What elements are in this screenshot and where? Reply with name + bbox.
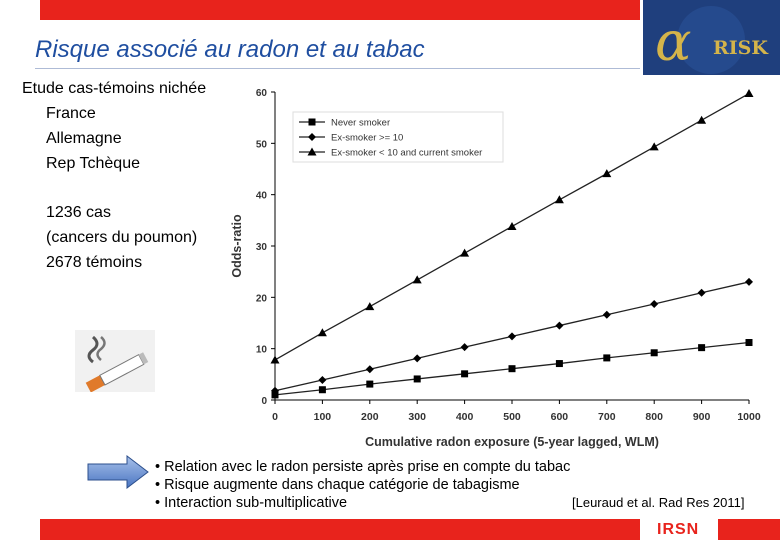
series-2-point xyxy=(745,278,753,286)
series-3-point xyxy=(697,116,706,124)
series-1-point xyxy=(651,349,658,356)
top-accent-bar xyxy=(40,0,640,20)
alpha-risk-logo-graphic xyxy=(643,0,780,75)
series-1-point xyxy=(461,370,468,377)
conclusion-item: • Relation avec le radon persiste après prise en compte du tabac xyxy=(155,459,571,475)
x-tick-label: 500 xyxy=(503,411,521,423)
series-3-point xyxy=(460,249,469,257)
x-tick-label: 600 xyxy=(550,411,569,423)
y-tick-label: 30 xyxy=(255,242,267,253)
legend-label: Never smoker xyxy=(331,117,391,129)
series-1-point xyxy=(414,375,421,382)
series-3-point xyxy=(271,355,280,363)
series-3-point xyxy=(602,169,611,177)
y-tick-label: 40 xyxy=(255,190,267,202)
x-tick-label: 1000 xyxy=(737,411,761,423)
reference-citation: [Leuraud et al. Rad Res 2011] xyxy=(572,495,745,510)
series-1-point xyxy=(603,354,610,361)
bottom-accent-bar-right xyxy=(718,519,780,540)
title-divider xyxy=(35,68,640,69)
series-2-point xyxy=(461,343,469,351)
study-heading: Etude cas-témoins nichée xyxy=(22,80,207,97)
series-1-point xyxy=(366,381,373,388)
series-3-point xyxy=(318,328,327,336)
alpha-risk-logo xyxy=(643,0,780,75)
x-tick-label: 200 xyxy=(361,411,379,423)
country-item: France xyxy=(46,105,96,122)
series-2-point xyxy=(650,300,658,308)
series-3-point xyxy=(555,195,564,203)
x-tick-label: 300 xyxy=(408,411,426,423)
y-tick-label: 50 xyxy=(255,139,267,151)
legend-label: Ex-smoker >= 10 xyxy=(331,132,404,144)
controls-count: 2678 témoins xyxy=(46,254,143,271)
irsn-logo: IRSN xyxy=(657,521,700,538)
bottom-accent-bar xyxy=(40,519,640,540)
series-2-point xyxy=(698,289,706,297)
series-1-point xyxy=(556,360,563,367)
cigarette-icon xyxy=(75,330,155,397)
series-2-point xyxy=(318,376,326,384)
x-tick-label: 100 xyxy=(313,411,332,423)
odds-ratio-chart xyxy=(225,78,770,458)
x-tick-label: 800 xyxy=(645,411,663,423)
series-2-point xyxy=(366,365,374,373)
arrow-right-icon xyxy=(87,455,149,494)
x-tick-label: 400 xyxy=(455,411,474,423)
page-title: Risque associé au radon et au tabac xyxy=(35,36,425,63)
study-description xyxy=(22,76,206,275)
y-tick-label: 20 xyxy=(255,293,267,305)
conclusion-item: • Risque augmente dans chaque catégorie de tabagisme xyxy=(155,477,520,493)
country-item: Allemagne xyxy=(46,130,122,147)
cases-count: 1236 cas xyxy=(46,204,111,221)
series-1-point xyxy=(698,344,705,351)
y-tick-label: 0 xyxy=(261,396,267,407)
legend-label: Ex-smoker < 10 and current smoker xyxy=(331,147,483,159)
conclusions-list xyxy=(155,458,570,512)
x-axis-label: Cumulative radon exposure (5-year lagged, WLM) xyxy=(365,435,659,449)
x-tick-label: 900 xyxy=(692,411,711,423)
y-tick-label: 10 xyxy=(255,344,267,356)
series-2-point xyxy=(508,332,516,340)
series-3-point xyxy=(650,142,659,150)
x-tick-label: 0 xyxy=(272,411,278,423)
logo-text: RISK xyxy=(713,37,768,59)
series-2-point xyxy=(603,311,611,319)
series-3-point xyxy=(413,275,422,283)
y-axis-label: Odds-ratio xyxy=(230,214,244,278)
conclusion-item: • Interaction sub-multiplicative xyxy=(155,495,348,511)
series-3-point xyxy=(365,302,374,310)
y-tick-label: 60 xyxy=(255,88,267,99)
svg-text:α: α xyxy=(655,10,692,73)
series-1-point xyxy=(746,339,753,346)
x-tick-label: 700 xyxy=(598,411,616,423)
series-1-point xyxy=(509,365,516,372)
series-1-point xyxy=(319,386,326,393)
series-2-point xyxy=(555,322,563,330)
series-3-point xyxy=(745,89,754,97)
legend-marker xyxy=(309,119,316,126)
cases-note: (cancers du poumon) xyxy=(46,229,198,246)
series-3-point xyxy=(508,222,517,230)
country-item: Rep Tchèque xyxy=(46,155,140,172)
series-2-point xyxy=(413,354,421,362)
